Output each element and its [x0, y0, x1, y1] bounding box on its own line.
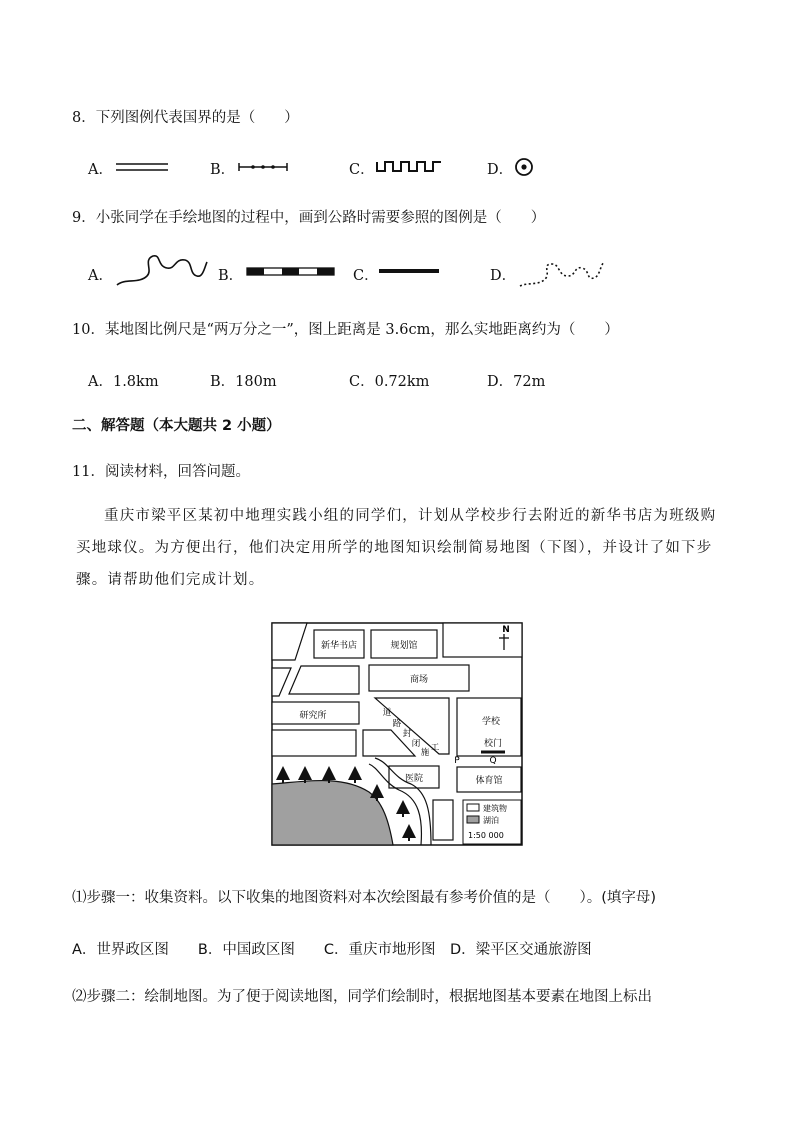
q9-option-c	[353, 264, 379, 285]
label-mall: 商场	[409, 675, 429, 685]
q11-stem: 11．阅读材料，回答问题。	[72, 464, 250, 480]
label-road-closed-2: 路	[392, 719, 402, 729]
square-wave-legend-icon	[375, 158, 443, 174]
q8-option-a-letter: A．	[88, 162, 113, 178]
label-road-closed-6: 工	[430, 743, 440, 753]
q9-option-c-letter: C．	[353, 268, 379, 284]
q8-stem: 8．下列图例代表国界的是（ ）	[72, 110, 299, 126]
north-label: N	[502, 625, 510, 635]
q8-option-a	[88, 158, 113, 179]
q9-option-b-letter: B．	[218, 268, 244, 284]
q10-option-c: C．0.72km	[349, 374, 430, 390]
legend-building-swatch	[467, 804, 479, 811]
label-road-closed-1: 道	[382, 708, 392, 718]
q10-option-b: B．180m	[210, 374, 277, 390]
q10-option-d: D．72m	[487, 374, 546, 390]
q9-option-a-letter: A．	[88, 268, 113, 284]
q8-option-c-letter: C．	[349, 162, 375, 178]
road-legend-icon	[377, 266, 441, 276]
q11-sub2-stem: ⑵步骤二：绘制地图。为了便于阅读地图，同学们绘制时，根据地图基本要素在地图上标出	[72, 989, 652, 1005]
q10-stem: 10．某地图比例尺是“两万分之一”，图上距离是 3.6cm，那么实地距离约为（ ）	[72, 322, 619, 338]
building-top-right	[443, 623, 522, 657]
q8-option-b-letter: B．	[210, 162, 236, 178]
label-q: Q	[489, 756, 497, 766]
label-road-closed-4: 闭	[411, 739, 421, 749]
building-institute	[289, 666, 359, 694]
label-gate: 校门	[483, 739, 503, 749]
legend-scale: 1:50 000	[468, 831, 504, 840]
river-legend-icon	[113, 250, 209, 290]
seasonal-river-legend-icon	[516, 256, 606, 290]
label-institute: 研究所	[299, 711, 327, 721]
q9-option-b	[218, 264, 243, 285]
q11-material	[76, 500, 726, 596]
label-road-closed-3: 封	[402, 729, 412, 739]
label-planning-hall: 规划馆	[390, 641, 418, 651]
q8-option-d-letter: D．	[487, 162, 514, 178]
q8-option-b	[210, 158, 235, 179]
q9-option-d	[490, 264, 516, 285]
legend-building-label: 建筑物	[483, 804, 507, 813]
label-bookstore: 新华书店	[320, 641, 358, 651]
capital-city-legend-icon	[513, 156, 535, 178]
q10-option-a: A．1.8km	[88, 374, 159, 390]
label-gym: 体育馆	[475, 776, 503, 786]
building-bottom-mid	[433, 800, 453, 840]
double-line-legend-icon	[114, 160, 170, 174]
q9-option-d-letter: D．	[490, 268, 517, 284]
q8-option-d	[487, 158, 513, 179]
dash-dot-border-legend-icon	[236, 160, 290, 174]
q9-option-a	[88, 264, 113, 285]
label-hospital: 医院	[404, 774, 424, 784]
simple-map-figure	[271, 622, 523, 846]
map-legend	[463, 800, 521, 844]
section-title: 二、解答题（本大题共 2 小题）	[72, 418, 281, 434]
building-left-low	[272, 730, 356, 756]
legend-lake-label: 湖泊	[483, 816, 499, 825]
q8-option-c	[349, 158, 375, 179]
q9-stem: 9．小张同学在手绘地图的过程中，画到公路时需要参照的图例是（ ）	[72, 210, 546, 226]
q11-sub1-options: A．世界政区图 B．中国政区图 C．重庆市地形图 D．梁平区交通旅游图	[72, 942, 592, 958]
label-road-closed-5: 施	[420, 748, 430, 758]
label-school: 学校	[481, 717, 501, 727]
label-p: P	[454, 756, 460, 766]
q11-material-text: 重庆市梁平区某初中地理实践小组的同学们，计划从学校步行去附近的新华书店为班级购买地球仪。为方便出行，他们决定用所学的地图知识绘制简易地图（下图），并设计了如下步骤。请帮助他们完成计划。	[76, 508, 717, 588]
legend-lake-swatch	[467, 816, 479, 823]
q11-sub1-stem: ⑴步骤一：收集资料。以下收集的地图资料对本次绘图最有参考价值的是（ ）。(填字母)	[72, 890, 657, 906]
railway-legend-icon	[246, 266, 336, 278]
